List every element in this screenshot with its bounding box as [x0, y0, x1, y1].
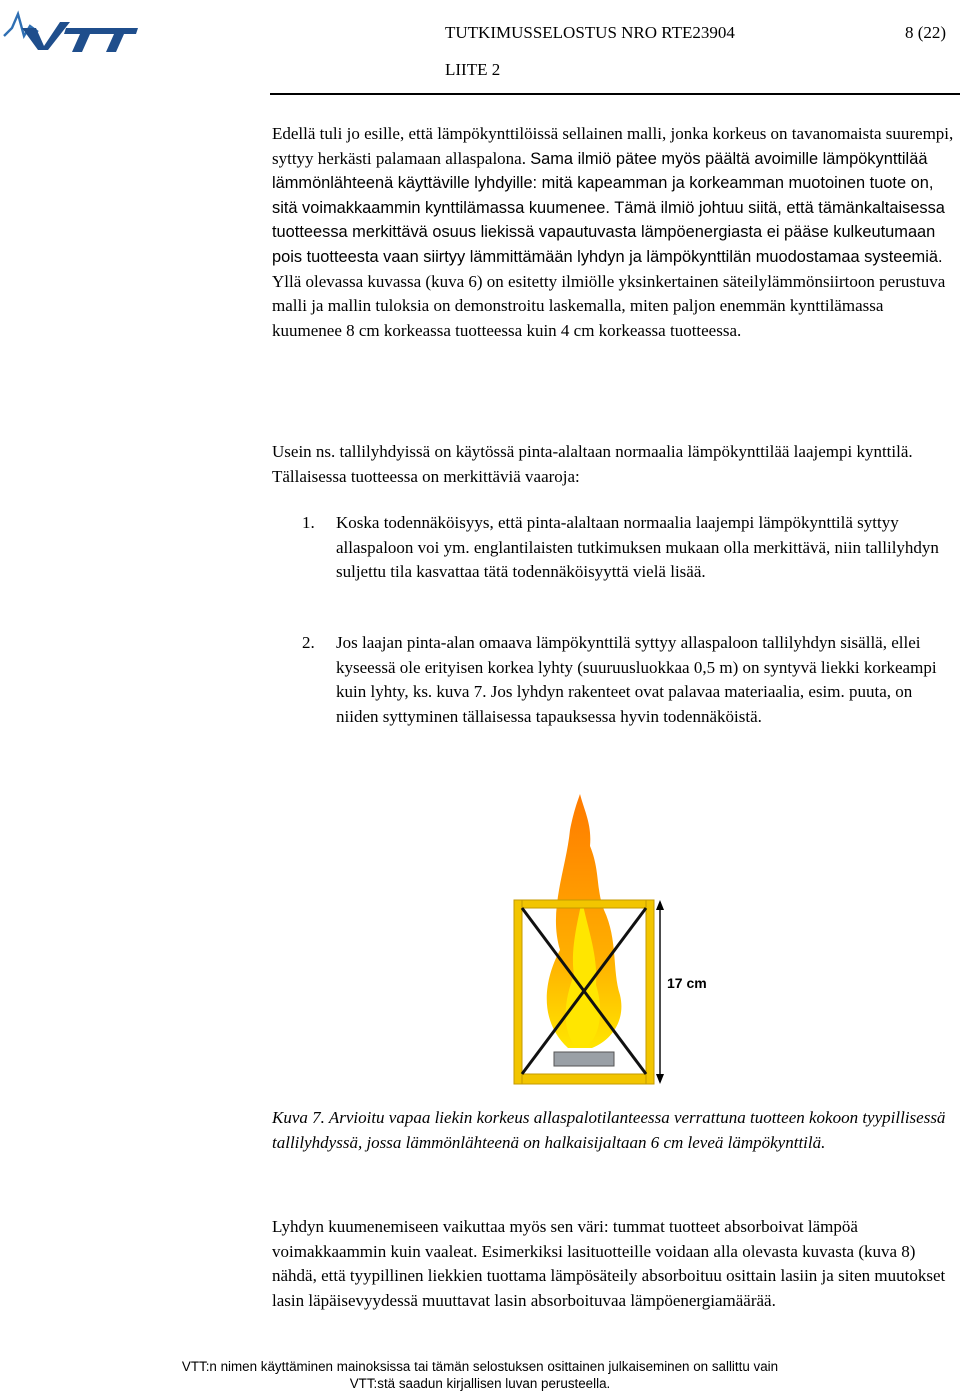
list-number: 1.	[302, 513, 315, 532]
dimension-arrow-top	[656, 900, 664, 910]
paragraph-1-d: Yllä olevassa kuvassa (kuva 6) on esitetty ilmiölle yksinkertainen säteilylämmönsiirtoon perustuva malli ja mallin tuloksia on demonstroitu laskemalla, miten paljon enemmän kynttilämassa kuumenee 8 cm korkeassa tuotteessa kuin 4 cm korkeassa tuotteessa.	[272, 271, 946, 340]
candle	[554, 1052, 614, 1066]
list-item	[272, 631, 956, 755]
paragraph-1	[272, 122, 956, 343]
vtt-logo	[2, 6, 142, 56]
list-text: Jos laajan pinta-alan omaava lämpökynttilä syttyy allaspaloon tallilyhdyn sisällä, ellei kyseessä ole erityisen korkea lyhty (suuruusluokkaa 0,5 m) on syntyvä liekki korkeampi kuin lyhty, ks. kuva 7. Jos lyhdyn rakenteet ovat palavaa materiaalia, esim. puuta, on niiden syttyminen tällaisessa tapauksessa hyvin todennäköistä.	[336, 633, 937, 726]
report-id: TUTKIMUSSELOSTUS NRO RTE23904	[445, 23, 735, 42]
appendix-label: LIITE 2	[445, 60, 501, 79]
paragraph-1-c: Tämä ilmiö johtuu siitä, että tämänkaltaisessa tuotteessa merkittävä osuus liekissä vapautuvasta lämpöenergiasta ei pääse kulkeutumaan pois tuotteesta vaan siirtyy lämmittämään lyhdyn ja lämpökynttilän muodostamaa systeemiä.	[272, 198, 945, 266]
figure-caption: Kuva 7. Arvioitu vapaa liekin korkeus allaspalotilanteessa verrattuna tuotteen kokoon tyypillisessä tallilyhdyssä, jossa lämmönlähteenä on halkaisijaltaan 6 cm leveä lämpökynttilä.	[272, 1108, 946, 1152]
lantern-frame-top	[514, 900, 654, 908]
lantern-post-right	[646, 900, 654, 1084]
dimension-label: 17 cm	[667, 975, 707, 991]
list-number: 2.	[302, 633, 315, 652]
list-item	[272, 511, 956, 611]
paragraph-3: Lyhdyn kuumenemiseen vaikuttaa myös sen väri: tummat tuotteet absorboivat lämpöä voimakkaammin kuin vaaleat. Esimerkiksi lasituotteille voidaan alla olevasta kuvasta (kuva 8) nähdä, että tyypillinen liekkien tuottama lämpösäteily absorboituu osittain lasiin ja siten muutokset lasin läpäisevyydessä muuttavat lasin absorboituvaa lämpöenergiamäärää.	[272, 1217, 946, 1310]
header-rule	[270, 93, 960, 95]
paragraph-2: Usein ns. tallilyhdyissä on käytössä pinta-alaltaan normaalia lämpökynttilää laajempi kynttilä. Tällaisessa tuotteessa on merkittäviä vaaroja:	[272, 442, 913, 486]
page-number: 8 (22)	[905, 23, 947, 42]
paragraph-1-a: Edellä tuli jo esille, että lämpökynttilöissä sellainen malli, jonka korkeus on tavanomaista suurempi, syttyy herkästi palamaan allaspalona.	[272, 124, 954, 168]
lantern-post-left	[514, 900, 522, 1084]
footer-line-1: VTT:n nimen käyttäminen mainoksissa tai tämän selostuksen osittainen julkaiseminen on sallittu vain	[181, 1359, 779, 1374]
list-text: Koska todennäköisyys, että pinta-alaltaan normaalia laajempi lämpökynttilä syttyy allaspaloon voi ym. englantilaisten tutkimuksen mukaan olla merkittävä, niin tallilyhdyn suljettu tila kasvattaa tätä todennäköisyyttä vielä lisää.	[336, 513, 939, 582]
paragraph-1-b: Sama ilmiö pätee myös päältä avoimille lämpökynttilää lämmönlähteenä käyttäville lyhdyille: mitä kapeamman ja korkeamman muotoinen tuote on, sitä voimakkaammin kynttilämassa kuumenee.	[272, 149, 934, 217]
lantern-flame-figure	[508, 790, 748, 1090]
lantern-frame-bottom	[514, 1074, 654, 1084]
footer-line-2: VTT:stä saadun kirjallisen luvan perusteella.	[349, 1376, 611, 1391]
dimension-arrow-bottom	[656, 1074, 664, 1084]
